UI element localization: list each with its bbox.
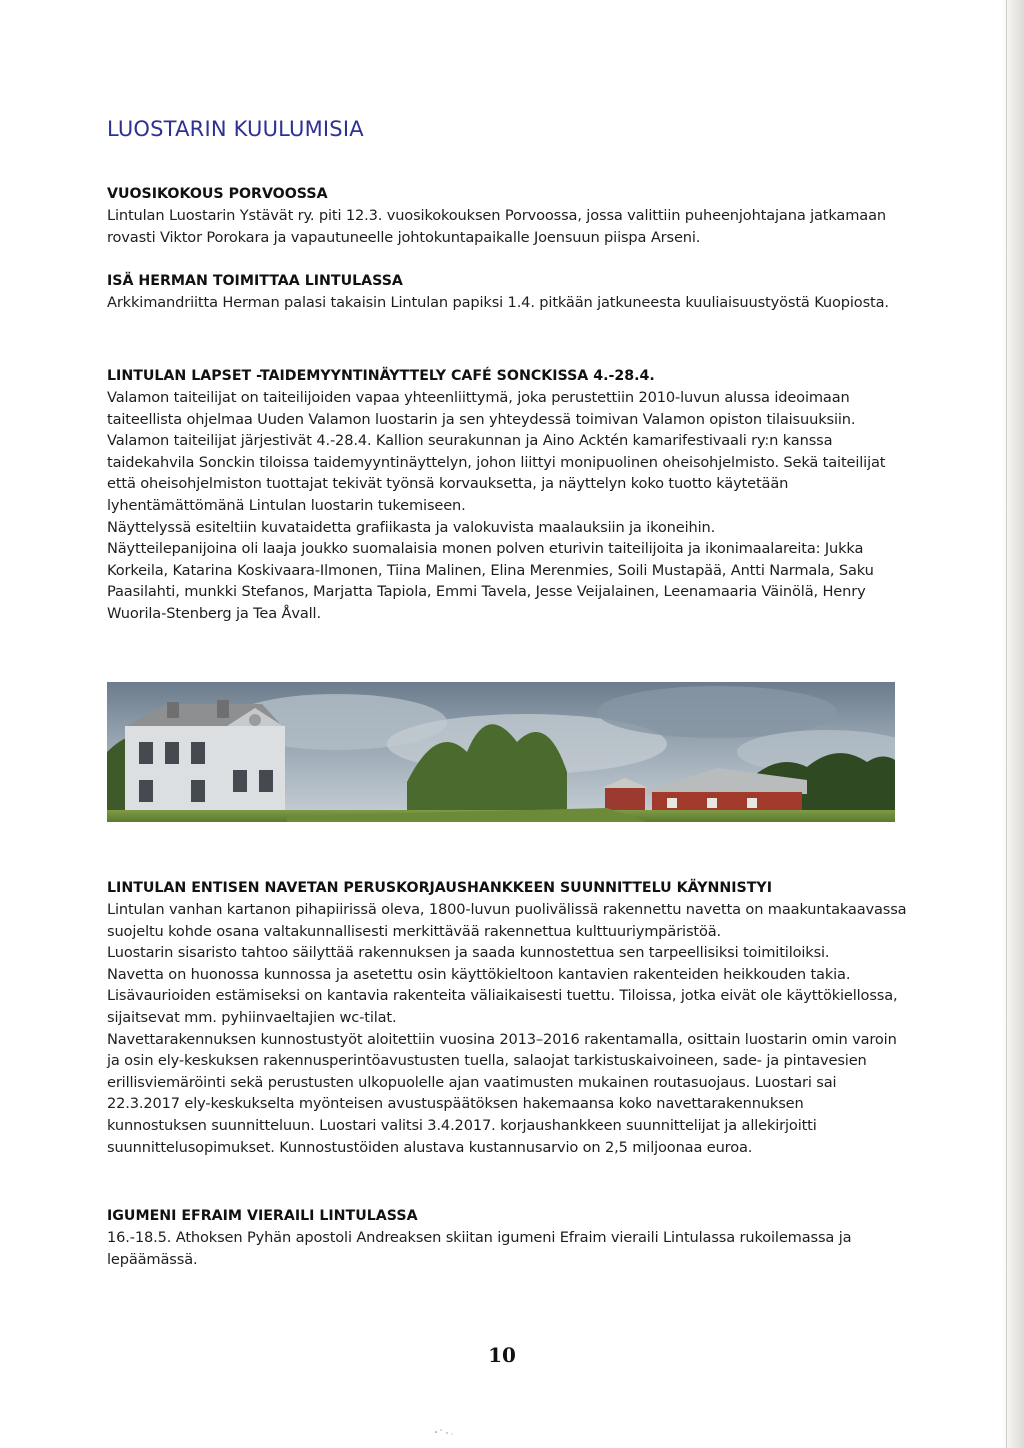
section-heading: ISÄ HERMAN TOIMITTAA LINTULASSA xyxy=(107,273,403,289)
section-vuosikokous xyxy=(107,183,907,248)
section-isa-herman xyxy=(107,270,907,314)
section-igumeni-efraim xyxy=(107,1205,907,1270)
page-edge-shadow xyxy=(1002,0,1024,1448)
section-navetta xyxy=(107,877,907,1158)
section-paragraph: Luostarin sisaristo tahtoo säilyttää rakennuksen ja saada kunnostettua sen tarpeellisiksi toimitiloiksi. xyxy=(107,944,830,962)
monastery-landscape-image xyxy=(107,682,895,822)
section-paragraph: 16.-18.5. Athoksen Pyhän apostoli Andreaksen skiitan igumeni Efraim vieraili Lintulassa rukoilemassa ja lepäämässä. xyxy=(107,1229,852,1268)
section-paragraph: Valamon taiteilijat järjestivät 4.-28.4. Kallion seurakunnan ja Aino Acktén kamarifestivaali ry:n kanssa taidekahvila Sonckin tiloissa taidemyyntinäyttelyn, johon liittyi monipuolinen oheisohjelmisto. Sekä taiteilijat että oheisohjelmiston tuottajat tekivät työnsä korvauksetta, ja näyttelyn koko tuotto käytetään lyhentämättömänä Lintulan luostarin tukemiseen. xyxy=(107,432,886,514)
section-taidemyyntinayttely xyxy=(107,365,907,625)
section-paragraph: Navettarakennuksen kunnostustyöt aloitettiin vuosina 2013–2016 rakentamalla, osittain luostarin omin varoin ja osin ely-keskuksen rakennusperintöavustusten tuella, salaojat tarkistuskaivoineen, sade- ja pintavesien erillisviemäröinti sekä perustusten ulkopuolelle ajan vaatimusten mukainen routasuojaus. Luostari sai 22.3.2017 ely-keskukselta myönteisen avustuspäätöksen hakemaansa koko navettarakennuksen kunnostuksen suunnitteluun. Luostari valitsi 3.4.2017. korjaushankkeen suunnittelijat ja allekirjoitti suunnittelusopimukset. Kunnostustöiden alustava kustannusarvio on 2,5 miljoonaa euroa. xyxy=(107,1030,897,1156)
section-heading: VUOSIKOKOUS PORVOOSSA xyxy=(107,186,328,202)
scan-dust-marks xyxy=(432,1428,456,1436)
page-number: 10 xyxy=(488,1343,516,1367)
section-paragraph: Lintulan Luostarin Ystävät ry. piti 12.3. vuosikokouksen Porvoossa, jossa valittiin puheenjohtajana jatkamaan rovasti Viktor Porokara ja vapautuneelle johtokuntapaikalle Joensuun piispa Arseni. xyxy=(107,207,886,246)
section-paragraph: Arkkimandriitta Herman palasi takaisin Lintulan papiksi 1.4. pitkään jatkuneesta kuuliaisuustyöstä Kuopiosta. xyxy=(107,294,889,311)
section-paragraph: Näytteilepanijoina oli laaja joukko suomalaisia monen polven eturivin taiteilijoita ja ikonimaalareita: Jukka Korkeila, Katarina Koskivaara-Ilmonen, Tiina Malinen, Elina Merenmies, Soili Mustapää, Antti Narmala, Saku Paasilahti, munkki Stefanos, Marjatta Tapiola, Emmi Tavela, Jesse Veijalainen, Leenamaaria Väinölä, Henry Wuorila-Stenberg ja Tea Åvall. xyxy=(107,540,874,622)
section-paragraph: Navetta on huonossa kunnossa ja asetettu osin käyttökieltoon kantavien rakenteiden heikkouden takia. Lisävaurioiden estämiseksi on kantavia rakenteita väliaikaisesti tuettu. Tiloissa, jotka eivät ole käyttökiellossa, sijaitsevat mm. pyhiinvaeltajien wc-tilat. xyxy=(107,965,898,1026)
section-paragraph: Näyttelyssä esiteltiin kuvataidetta grafiikasta ja valokuvista maalauksiin ja ikoneihin. xyxy=(107,518,716,536)
monastery-photo xyxy=(107,682,895,822)
section-paragraph: Valamon taiteilijat on taiteilijoiden vapaa yhteenliittymä, joka perustettiin 2010-luvun alussa ideoimaan taiteellista ohjelmaa Uuden Valamon luostarin ja sen yhteydessä toimivan Valamon opiston tilaisuuksiin. xyxy=(107,389,856,428)
page-fold-line xyxy=(1006,0,1007,1448)
page-title: LUOSTARIN KUULUMISIA xyxy=(107,117,364,141)
section-heading: LINTULAN LAPSET -TAIDEMYYNTINÄYTTELY CAFÉ SONCKISSA 4.-28.4. xyxy=(107,368,655,384)
section-heading: LINTULAN ENTISEN NAVETAN PERUSKORJAUSHANKKEEN SUUNNITTELU KÄYNNISTYI xyxy=(107,880,772,896)
section-heading: IGUMENI EFRAIM VIERAILI LINTULASSA xyxy=(107,1208,418,1224)
section-paragraph: Lintulan vanhan kartanon pihapiirissä oleva, 1800-luvun puolivälissä rakennettu navetta on maakuntakaavassa suojeltu kohde osana valtakunnallisesti merkittävää rakennettua kulttuuriympäristöä. xyxy=(107,901,907,940)
